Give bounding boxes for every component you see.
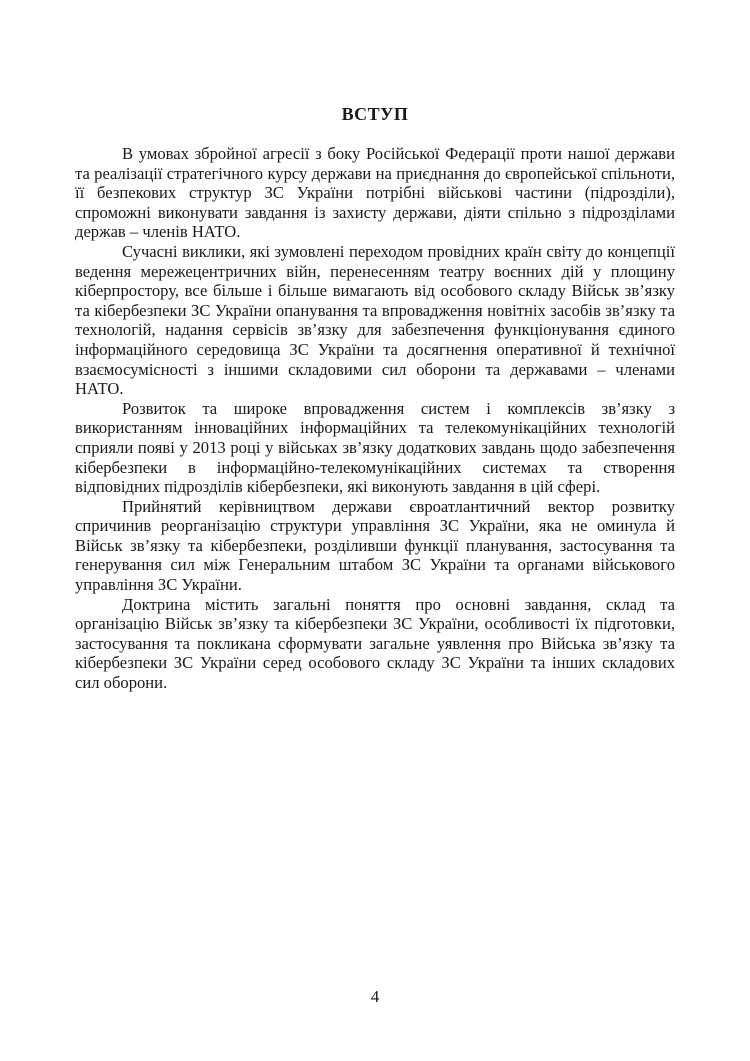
paragraph-1: В умовах збройної агресії з боку Російської Федерації проти нашої держави та реалізації стратегічного курсу держави на приєднання до європейської спільноти, її безпекових структур ЗС України потрібні військові частини (підрозділи), спроможні виконувати завдання із захисту держави, діяти спільно з підрозділами держав – членів НАТО. bbox=[75, 144, 675, 242]
section-title: ВСТУП bbox=[341, 104, 409, 124]
paragraph-2: Сучасні виклики, які зумовлені переходом провідних країн світу до концепції ведення мережецентричних війн, перенесенням театру воєнних дій у площину кіберпростору, все більше і більше вимагають від особового складу Військ зв’язку та кібербезпеки ЗС України опанування та впровадження новітніх засобів зв’язку та технологій, надання сервісів зв’язку для забезпечення функціонування єдиного інформаційного середовища ЗС України та досягнення оперативної й технічної взаємосумісності з іншими складовими сил оборони та державами – членами НАТО. bbox=[75, 241, 675, 399]
paragraph-4: Прийнятий керівництвом держави євроатлантичний вектор розвитку спричинив реорганізацію структури управління ЗС України, яка не оминула й Військ зв’язку та кібербезпеки, розділивши функції планування, застосування та генерування сил між Генеральним штабом ЗС України та органами військового управління ЗС України. bbox=[75, 496, 675, 595]
paragraph-5: Доктрина містить загальні поняття про основні завдання, склад та організацію Військ зв’язку та кібербезпеки ЗС України, особливості їх підготовки, застосування та покликана сформувати загальне уявлення про Війська зв’язку та кібербезпеки ЗС України серед особового складу ЗС України та інших складових сил оборони. bbox=[75, 594, 675, 693]
paragraph-3: Розвиток та широке впровадження систем і комплексів зв’язку з використанням інноваційних інформаційних та телекомунікаційних технологій сприяли появі у 2013 році у військах зв’язку додаткових завдань щодо забезпечення кібербезпеки в інформаційно-телекомунікаційних системах та створення відповідних підрозділів кібербезпеки, які виконують завдання в цій сфері. bbox=[75, 398, 675, 497]
body-text bbox=[75, 144, 675, 693]
page-number: 4 bbox=[370, 987, 380, 1006]
